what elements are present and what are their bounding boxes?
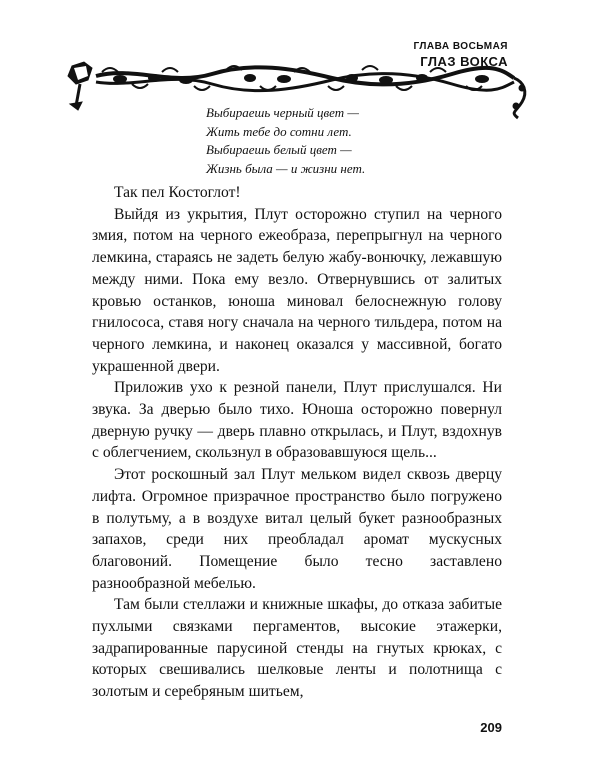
epigraph-verse xyxy=(206,104,365,178)
paragraph: Так пел Костоглот! xyxy=(114,184,241,201)
page-number: 209 xyxy=(480,720,502,735)
epigraph-line: Жизнь была — и жизни нет. xyxy=(206,160,366,176)
epigraph-line: Выбираешь белый цвет — xyxy=(206,142,352,157)
ornament-right-tail xyxy=(513,78,525,118)
paragraph: Приложив ухо к резной панели, Плут прислушался. Ни звука. За дверью было тихо. Юноша осторожно повернул дверную ручку — дверь плавно открылась, и Плут, вздохнув с облегчением, скользнул в образовавшуюся щель... xyxy=(92,379,502,462)
epigraph-line: Жить тебе до сотни лет. xyxy=(206,123,352,139)
paragraph: Выйдя из укрытия, Плут осторожно ступил на черного змия, потом на черного ежеобраза, перепрыгнул на черного лемкина, стараясь не задеть белую жабу-вонючку, лежавшую между ними. Пока ему везло. Отвернувшись от залитых кровью останков, юноша миновал белоснежную голову гнилососа, ставя ногу сначала на черного тильдера, потом на черного лемкина, и наконец оказался у массивной, богато украшенной двери. xyxy=(92,205,502,375)
paragraph: Этот роскошный зал Плут мельком видел сквозь дверцу лифта. Огромное призрачное пространство было погружено в полутьму, а в воздухе витал целый букет разнообразных запахов, среди них преобладал аромат мускусных благовоний. Помещение было тесно заставлено разнообразной мебелью. xyxy=(92,466,502,592)
ornament-left-finial xyxy=(68,62,92,110)
body-text xyxy=(92,182,502,703)
epigraph-line: Выбираешь черный цвет — xyxy=(206,105,359,120)
chapter-label: ГЛАВА ВОСЬМАЯ xyxy=(413,41,508,52)
paragraph: Там были стеллажи и книжные шкафы, до отказа забитые пухлыми связками пергаментов, высокие этажерки, задрапированные парусиной стенды на гнутых крюках, с которых свешивались шелковые ленты и полотнища с золотым и серебряным шитьем, xyxy=(92,596,502,701)
chapter-title: ГЛАЗ ВОКСА xyxy=(420,54,508,69)
